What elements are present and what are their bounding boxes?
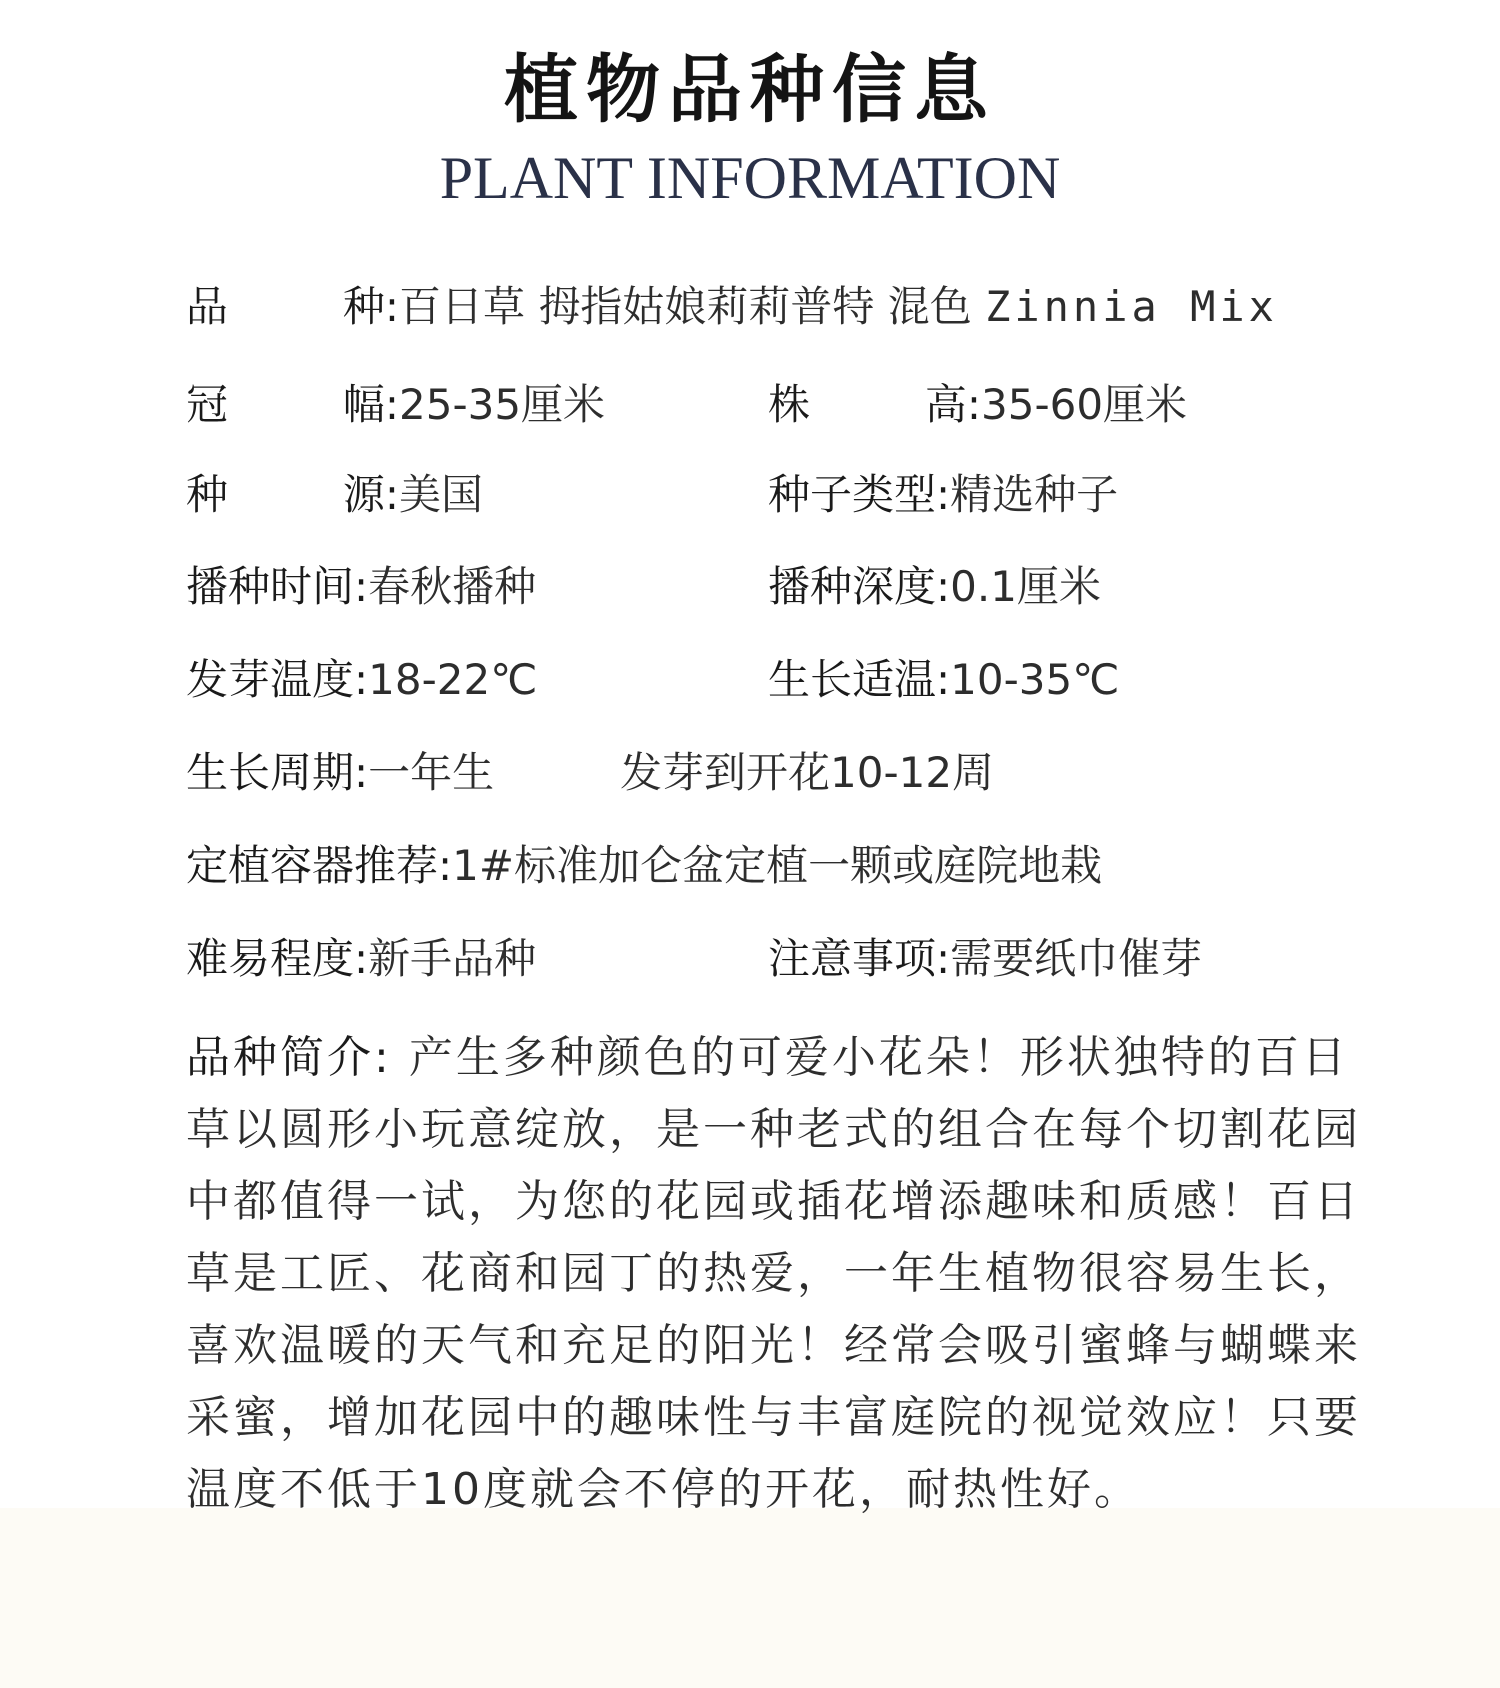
height-label-char2: 高:: [924, 380, 981, 429]
difficulty-value: 新手品种: [368, 934, 537, 983]
growth-cycle-value: 一年生: [368, 748, 495, 797]
germination-temp-value: 18-22℃: [368, 655, 538, 704]
origin-value: 美国: [399, 470, 484, 519]
container-label: 定植容器推荐:: [186, 841, 453, 890]
difficulty-label: 难易程度:: [186, 934, 369, 983]
container-row: [186, 836, 1102, 896]
sowing-depth-value: 0.1厘米: [950, 562, 1101, 611]
germination-temp-label: 发芽温度:: [186, 655, 369, 704]
crown-label: [186, 375, 399, 435]
notes-value: 需要纸巾催芽: [950, 934, 1203, 983]
origin-label-char2: 源:: [342, 470, 399, 519]
intro-label: 品种简介:: [186, 1032, 392, 1083]
intro-paragraph: [186, 1022, 1386, 1526]
intro-text: 产生多种颜色的可爱小花朵！形状独特的百日草以圆形小玩意绽放，是一种老式的组合在每个切割花园中都值得一试，为您的花园或插花增添趣味和质感！百日草是工匠、花商和园丁的热爱，一年生植物很容易生长，喜欢温暖的天气和充足的阳光！经常会吸引蜜蜂与蝴蝶来采蜜，增加花园中的趣味性与丰富庭院的视觉效应！只要温度不低于10度就会不停的开花，耐热性好。: [186, 1032, 1361, 1515]
origin-row: [186, 465, 483, 525]
sowing-depth-label: 播种深度:: [768, 562, 951, 611]
sowing-time-label: 播种时间:: [186, 562, 369, 611]
variety-label: [186, 277, 399, 337]
germination-temp-row: [186, 650, 537, 710]
sowing-time-value: 春秋播种: [368, 562, 537, 611]
notes-row: [768, 929, 1202, 989]
variety-label-char1: 品: [186, 282, 229, 331]
container-value: 1#标准加仑盆定植一颗或庭院地栽: [452, 841, 1103, 890]
seed-type-row: [768, 465, 1118, 525]
bottom-band: [0, 1508, 1500, 1688]
sowing-depth-row: [768, 557, 1101, 617]
growth-temp-value: 10-35℃: [950, 655, 1120, 704]
growth-temp-label: 生长适温:: [768, 655, 951, 704]
origin-label: [186, 465, 399, 525]
sowing-time-row: [186, 557, 536, 617]
difficulty-row: [186, 929, 536, 989]
variety-label-char2: 种:: [342, 282, 399, 331]
growth-temp-row: [768, 650, 1119, 710]
height-label: [768, 375, 981, 435]
height-label-char1: 株: [768, 380, 811, 429]
seed-type-label: 种子类型:: [768, 470, 951, 519]
growth-cycle-label: 生长周期:: [186, 748, 369, 797]
origin-label-char1: 种: [186, 470, 229, 519]
variety-row: [186, 277, 1278, 337]
crown-label-char1: 冠: [186, 380, 229, 429]
height-value: 35-60厘米: [981, 380, 1188, 429]
height-row: [768, 375, 1187, 435]
crown-row: [186, 375, 605, 435]
variety-value: 百日草 拇指姑娘莉莉普特 混色: [399, 282, 986, 331]
seed-type-value: 精选种子: [950, 470, 1119, 519]
growth-cycle-extra: 发芽到开花10-12周: [620, 748, 995, 797]
crown-label-char2: 幅:: [342, 380, 399, 429]
page-subtitle: PLANT INFORMATION: [439, 145, 1061, 211]
growth-cycle-row: [186, 743, 494, 803]
crown-value: 25-35厘米: [399, 380, 606, 429]
notes-label: 注意事项:: [768, 934, 951, 983]
growth-cycle-extra-row: [620, 743, 994, 803]
variety-value-en: Zinnia Mix: [985, 282, 1278, 331]
page-title: 植物品种信息: [504, 47, 996, 133]
